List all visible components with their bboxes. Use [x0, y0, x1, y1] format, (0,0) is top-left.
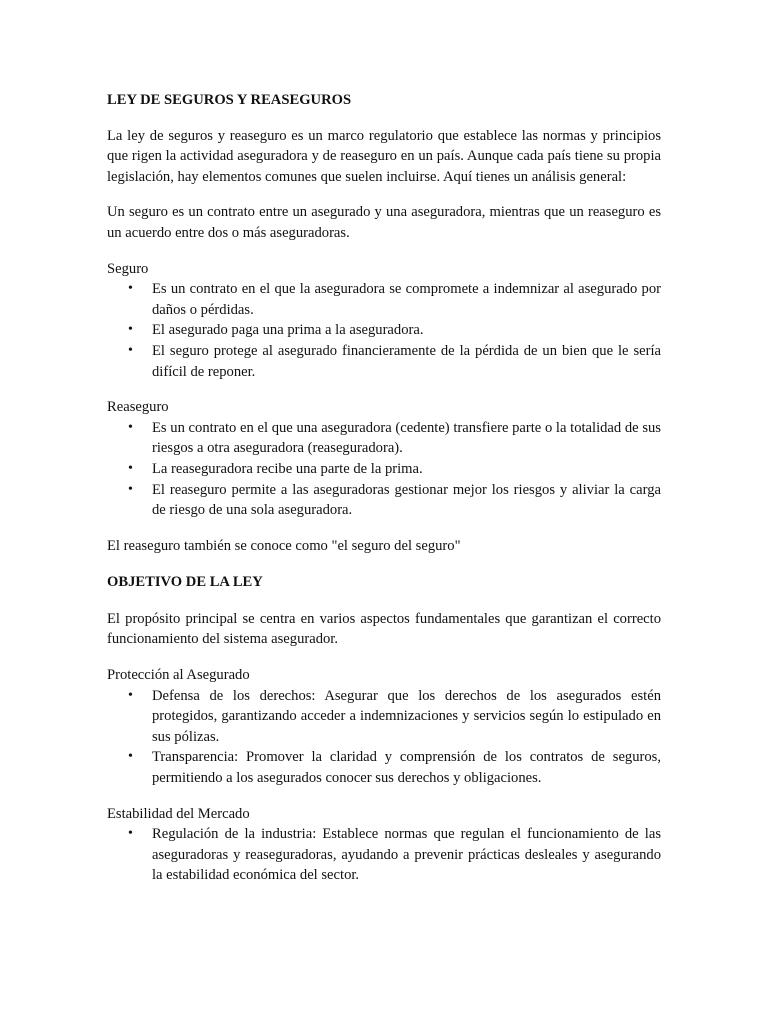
- objective-heading: OBJETIVO DE LA LEY: [107, 574, 263, 591]
- bullet-icon: •: [128, 481, 133, 497]
- bullet-icon: •: [128, 460, 133, 476]
- nickname-paragraph: El reaseguro también se conoce como "el seguro del seguro": [107, 537, 461, 554]
- reaseguro-label: Reaseguro: [107, 399, 169, 416]
- document-page: [107, 90, 661, 886]
- bullet-icon: •: [128, 322, 133, 338]
- intro-paragraph: La ley de seguros y reaseguro es un marco regulatorio que establece las normas y principios que rigen la actividad aseguradora y de reaseguro en un país. Aunque cada país tiene su propia legislación, hay elementos comunes que suelen incluirse. Aquí tienes un análisis general:: [107, 127, 661, 185]
- list-item: • La reaseguradora recibe una parte de la prima.: [107, 459, 661, 480]
- list-item: • El reaseguro permite a las aseguradoras gestionar mejor los riesgos y aliviar la carga de riesgo de una sola aseguradora.: [128, 481, 661, 519]
- list-item: • El seguro protege al asegurado financieramente de la pérdida de un bien que le sería difícil de reponer.: [128, 342, 661, 380]
- document-title: LEY DE SEGUROS Y REASEGUROS: [107, 92, 352, 108]
- estabilidad-list: [107, 824, 661, 886]
- bullet-icon: •: [128, 419, 133, 435]
- list-item: • Es un contrato en el que la aseguradora se compromete a indemnizar al asegurado por daños o pérdidas.: [128, 281, 661, 318]
- seguro-label: Seguro: [107, 260, 149, 277]
- definition-paragraph: Un seguro es un contrato entre un asegurado y una aseguradora, mientras que un reaseguro es un acuerdo entre dos o más aseguradoras.: [107, 204, 661, 241]
- list-item: • Es un contrato en el que una aseguradora (cedente) transfiere parte o la totalidad de sus riesgos a otra aseguradora (reaseguradora).: [128, 419, 661, 457]
- list-item: • Regulación de la industria: Establece normas que regulan el funcionamiento de las aseguradoras y reaseguradoras, ayudando a prevenir prácticas desleales y asegurando la estabilidad económica del sector.: [128, 826, 661, 884]
- bullet-icon: •: [128, 749, 133, 765]
- reaseguro-list: [107, 418, 661, 521]
- bullet-icon: •: [128, 281, 133, 297]
- list-item: • El asegurado paga una prima a la aseguradora.: [107, 320, 661, 341]
- objective-intro: El propósito principal se centra en varios aspectos fundamentales que garantizan el correcto funcionamiento del sistema asegurador.: [107, 610, 661, 648]
- estabilidad-label: Estabilidad del Mercado: [107, 805, 250, 822]
- proteccion-list: [107, 686, 661, 789]
- seguro-list: [107, 279, 661, 382]
- bullet-icon: •: [128, 826, 133, 842]
- list-item: • Defensa de los derechos: Asegurar que los derechos de los asegurados estén protegidos, garantizando acceder a indemnizaciones y servicios según lo estipulado en sus pólizas.: [128, 687, 661, 745]
- bullet-icon: •: [128, 342, 133, 358]
- proteccion-label: Protección al Asegurado: [107, 667, 250, 684]
- bullet-icon: •: [128, 687, 133, 703]
- list-item: • Transparencia: Promover la claridad y comprensión de los contratos de seguros, permitiendo a los asegurados conocer sus derechos y obligaciones.: [128, 749, 661, 787]
